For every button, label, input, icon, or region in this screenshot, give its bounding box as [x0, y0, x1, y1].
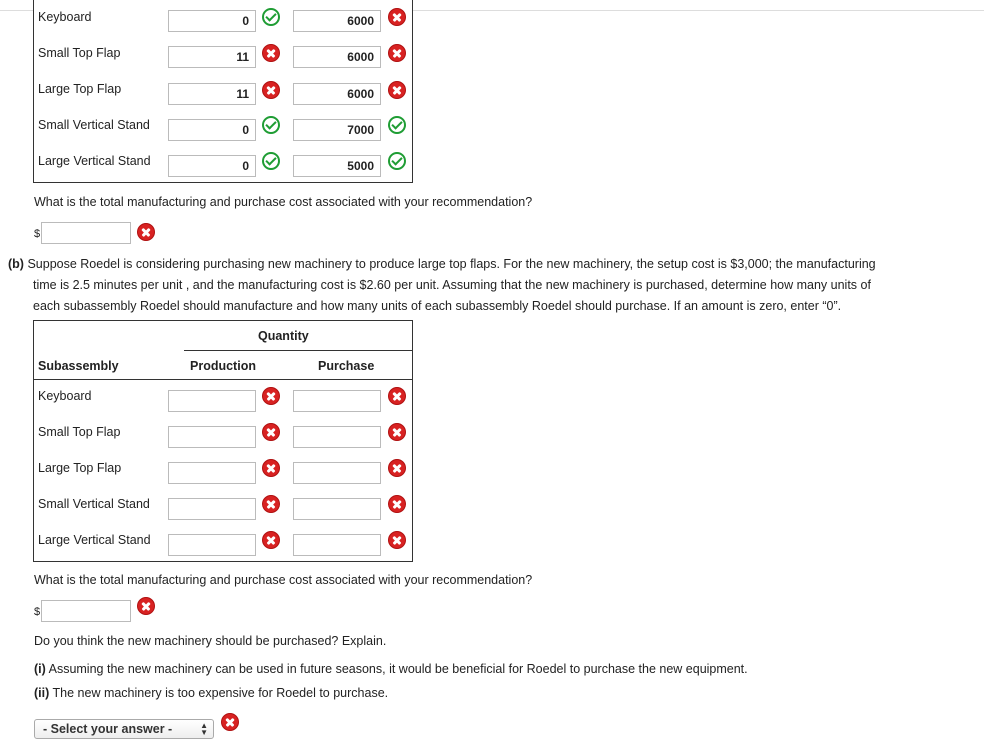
subassembly-header: Subassembly: [38, 359, 119, 373]
table-row: [34, 0, 412, 36]
purchase-input[interactable]: [293, 390, 381, 412]
incorrect-x-icon: [388, 387, 406, 405]
part-b-instructions: [8, 254, 978, 317]
part-b-text-line: time is 2.5 minutes per unit , and the manufacturing cost is $2.60 per unit. Assuming that the new machinery is purchased, determine how many units of: [33, 278, 871, 292]
part-b-text-line: each subassembly Roedel should manufacture and how many units of each subassembly Roedel should purchase. If an amount is zero, enter “0”.: [33, 299, 842, 313]
incorrect-x-icon: [388, 531, 406, 549]
select-arrows-icon: ▲ ▼: [200, 721, 208, 737]
table-row: [34, 36, 412, 72]
incorrect-x-icon: [137, 223, 155, 241]
explain-question: Do you think the new machinery should be purchased? Explain.: [34, 634, 387, 648]
table-row: [34, 417, 412, 453]
row-label: Keyboard: [38, 10, 92, 24]
incorrect-x-icon: [262, 495, 280, 513]
incorrect-x-icon: [262, 44, 280, 62]
table-row: [34, 381, 412, 417]
incorrect-x-icon: [221, 713, 239, 731]
currency-symbol: $: [34, 606, 41, 618]
row-label: Small Top Flap: [38, 425, 121, 439]
production-input[interactable]: 0: [168, 119, 256, 141]
incorrect-x-icon: [262, 387, 280, 405]
part-a-table: [33, 0, 413, 183]
incorrect-x-icon: [388, 495, 406, 513]
purchase-input[interactable]: [293, 498, 381, 520]
incorrect-x-icon: [388, 44, 406, 62]
option-i: [34, 662, 748, 676]
purchase-input[interactable]: 5000: [293, 155, 381, 177]
production-input[interactable]: 11: [168, 46, 256, 68]
table-row: [34, 489, 412, 525]
production-input[interactable]: [168, 534, 256, 556]
option-i-label: (i): [34, 662, 46, 676]
correct-check-icon: [262, 152, 280, 170]
purchase-input[interactable]: 6000: [293, 46, 381, 68]
row-label: Small Vertical Stand: [38, 497, 150, 511]
incorrect-x-icon: [388, 459, 406, 477]
option-ii: [34, 686, 388, 700]
select-value: - Select your answer -: [43, 722, 173, 736]
purchase-input[interactable]: 6000: [293, 83, 381, 105]
purchase-input[interactable]: [293, 426, 381, 448]
correct-check-icon: [388, 152, 406, 170]
purchase-input[interactable]: [293, 462, 381, 484]
purchase-input[interactable]: 6000: [293, 10, 381, 32]
purchase-input[interactable]: 7000: [293, 119, 381, 141]
part-b-line-1: [8, 254, 978, 275]
purchase-header: Purchase: [318, 359, 375, 373]
part-a-cost-question: What is the total manufacturing and purchase cost associated with your recommendation?: [34, 195, 533, 209]
table-row: [34, 108, 412, 144]
option-ii-label: (ii): [34, 686, 50, 700]
incorrect-x-icon: [388, 423, 406, 441]
correct-check-icon: [262, 116, 280, 134]
table-row: [34, 525, 412, 561]
table-row: [34, 144, 412, 180]
row-label: Large Vertical Stand: [38, 533, 151, 547]
production-input[interactable]: [168, 462, 256, 484]
production-input[interactable]: [168, 390, 256, 412]
answer-select[interactable]: [34, 719, 214, 739]
header-divider: [184, 350, 412, 351]
part-b-table: [33, 320, 413, 562]
incorrect-x-icon: [262, 531, 280, 549]
part-a-total-cost-input[interactable]: [41, 222, 131, 244]
quantity-header: Quantity: [258, 329, 309, 343]
incorrect-x-icon: [388, 81, 406, 99]
part-b-total-cost-input[interactable]: [41, 600, 131, 622]
row-label: Small Vertical Stand: [38, 118, 150, 132]
column-header-divider: [34, 379, 412, 380]
part-b-cost-question: What is the total manufacturing and purchase cost associated with your recommendation?: [34, 573, 533, 587]
production-input[interactable]: [168, 498, 256, 520]
row-label: Large Top Flap: [38, 82, 122, 96]
row-label: Large Vertical Stand: [38, 154, 151, 168]
row-label: Large Top Flap: [38, 461, 122, 475]
incorrect-x-icon: [388, 8, 406, 26]
incorrect-x-icon: [137, 597, 155, 615]
production-input[interactable]: 0: [168, 155, 256, 177]
option-ii-text: The new machinery is too expensive for Roedel to purchase.: [52, 686, 389, 700]
row-label: Keyboard: [38, 389, 92, 403]
production-input[interactable]: 11: [168, 83, 256, 105]
row-label: Small Top Flap: [38, 46, 121, 60]
production-input[interactable]: [168, 426, 256, 448]
correct-check-icon: [388, 116, 406, 134]
incorrect-x-icon: [262, 459, 280, 477]
purchase-input[interactable]: [293, 534, 381, 556]
part-b-text-line: Suppose Roedel is considering purchasing new machinery to produce large top flaps. For the new machinery, the setup cost is $3,000; the manufacturing: [27, 257, 876, 271]
correct-check-icon: [262, 8, 280, 26]
table-row: [34, 453, 412, 489]
table-row: [34, 72, 412, 108]
incorrect-x-icon: [262, 423, 280, 441]
part-b-label: (b): [8, 257, 24, 271]
currency-symbol: $: [34, 228, 41, 240]
incorrect-x-icon: [262, 81, 280, 99]
production-input[interactable]: 0: [168, 10, 256, 32]
option-i-text: Assuming the new machinery can be used in future seasons, it would be beneficial for Roedel to purchase the new equipment.: [48, 662, 748, 676]
production-header: Production: [190, 359, 256, 373]
